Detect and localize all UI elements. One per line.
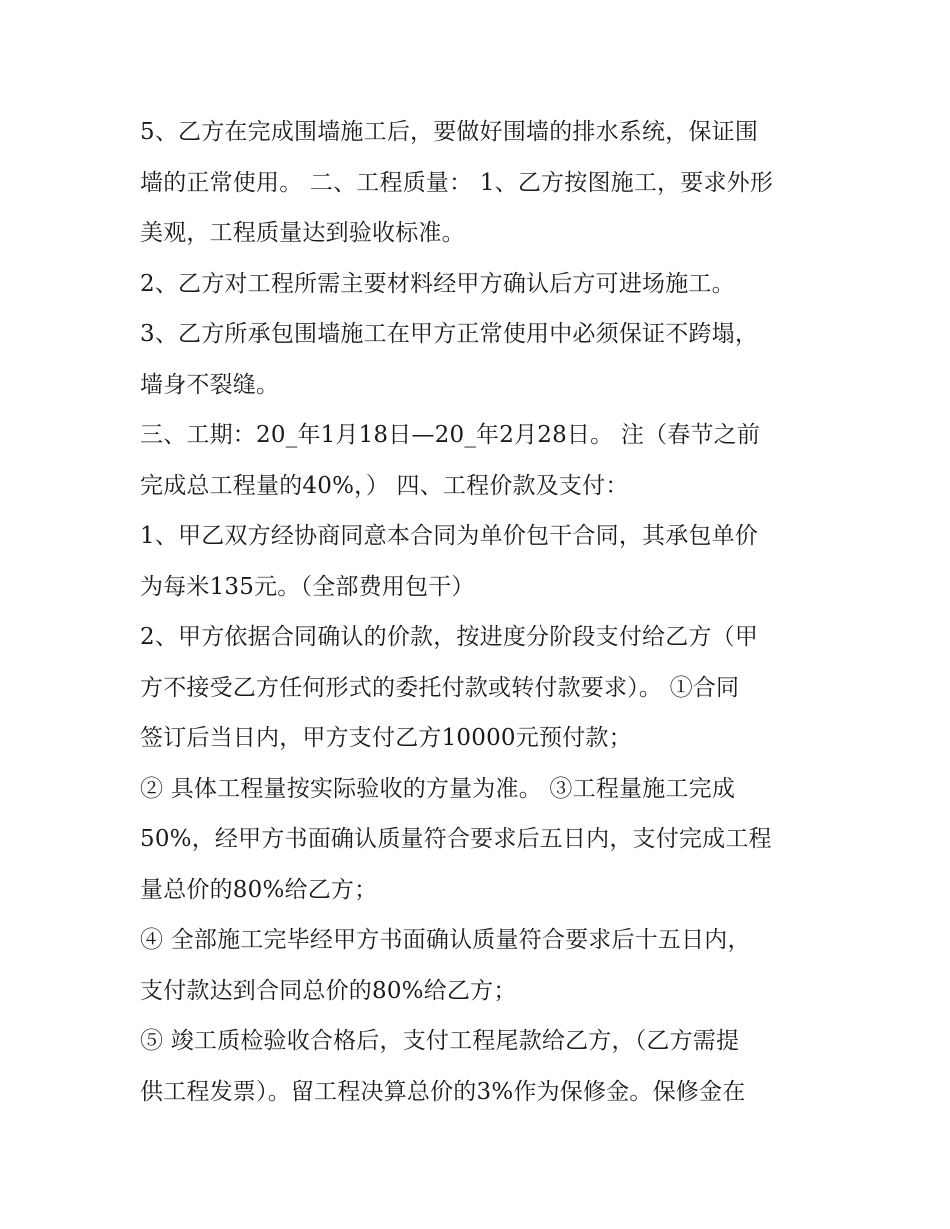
text-line: 2、甲方依据合同确认的价款，按进度分阶段支付给乙方（甲 bbox=[140, 624, 759, 650]
document-body bbox=[140, 107, 820, 1117]
text-line: 供工程发票）。留工程决算总价的3%作为保修金。保修金在 bbox=[140, 1078, 746, 1105]
text-line: 墙的正常使用。 二、工程质量： 1、乙方按图施工，要求外形 bbox=[140, 169, 774, 196]
text-line: 5、乙方在完成围墙施工后，要做好围墙的排水系统，保证围 bbox=[140, 119, 759, 145]
text-line: 完成总工程量的40%，） 四、工程价款及支付： bbox=[140, 472, 629, 499]
text-line: ⑤ 竣工质检验收合格后，支付工程尾款给乙方，（乙方需提 bbox=[140, 1028, 740, 1054]
text-line: 墙身不裂缝。 bbox=[140, 371, 280, 398]
text-line: 2、乙方对工程所需主要材料经甲方确认后方可进场施工。 bbox=[140, 270, 735, 297]
text-line: 3、乙方所承包围墙施工在甲方正常使用中必须保证不跨塌， bbox=[140, 321, 759, 347]
text-line: ② 具体工程量按实际验收的方量为准。 ③工程量施工完成 bbox=[140, 775, 736, 802]
text-line: 量总价的80%给乙方； bbox=[140, 876, 378, 903]
text-line: 为每米135元。（全部费用包干） bbox=[140, 573, 475, 600]
text-line: ④ 全部施工完毕经甲方书面确认质量符合要求后十五日内， bbox=[140, 927, 751, 953]
text-line: 支付款达到合同总价的80%给乙方； bbox=[140, 977, 517, 1004]
text-line: 1、甲乙双方经协商同意本合同为单价包干合同，其承包单价 bbox=[140, 523, 759, 549]
text-line: 三、工期：20_年1月18日—20_年2月28日。 注（春节之前 bbox=[140, 422, 761, 448]
text-line: 美观，工程质量达到验收标准。 bbox=[140, 220, 465, 246]
text-line: 50%，经甲方书面确认质量符合要求后五日内，支付完成工程 bbox=[140, 826, 772, 852]
text-line: 签订后当日内，甲方支付乙方10000元预付款； bbox=[140, 725, 632, 751]
text-line: 方不接受乙方任何形式的委托付款或转付款要求）。 ①合同 bbox=[140, 674, 740, 701]
